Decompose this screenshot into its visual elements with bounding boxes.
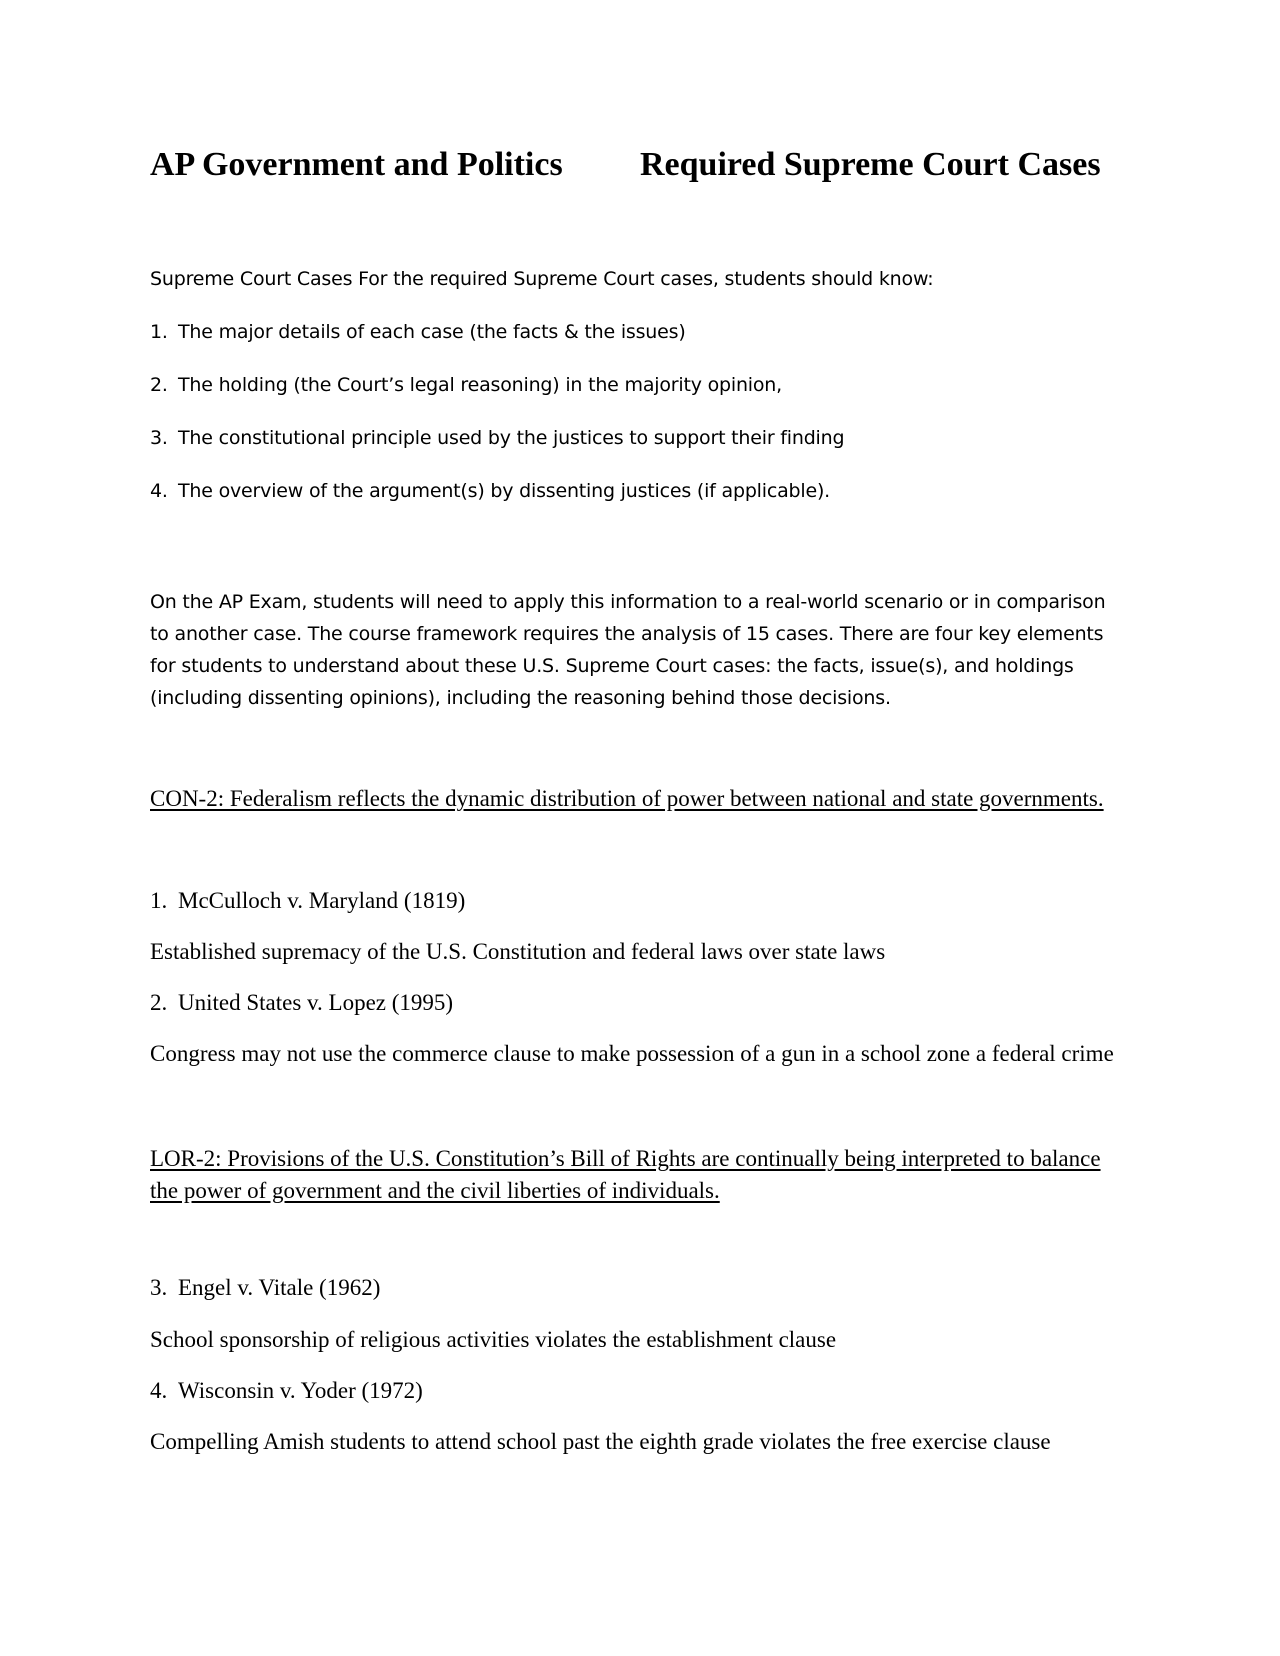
case-name: McCulloch v. Maryland (1819)	[178, 888, 466, 913]
page-title-left: AP Government and Politics	[150, 146, 563, 183]
case-summary: Compelling Amish students to attend school past the eighth grade violates the free exercise clause	[150, 1429, 1051, 1454]
case-name: Engel v. Vitale (1962)	[178, 1275, 381, 1300]
case-name: Wisconsin v. Yoder (1972)	[178, 1378, 423, 1403]
case-name: United States v. Lopez (1995)	[178, 990, 454, 1015]
intro-item-number: 1.	[150, 321, 168, 343]
intro-item-number: 4.	[150, 480, 168, 502]
case-number: 3.	[150, 1275, 168, 1300]
intro-item-number: 3.	[150, 427, 168, 449]
intro-item	[150, 321, 686, 343]
intro-lead: Supreme Court Cases For the required Supreme Court cases, students should know:	[150, 268, 934, 290]
intro-item-text: The constitutional principle used by the justices to support their finding	[178, 427, 845, 449]
case-title	[150, 1378, 423, 1404]
case-title	[150, 1275, 380, 1301]
case-summary: Congress may not use the commerce clause to make possession of a gun in a school zone a federal crime	[150, 1041, 1114, 1066]
intro-item	[150, 427, 844, 449]
case-number: 4.	[150, 1378, 168, 1403]
page-title-right: Required Supreme Court Cases	[640, 146, 1101, 183]
intro-item-text: The overview of the argument(s) by dissenting justices (if applicable).	[178, 480, 831, 502]
intro-item-text: The holding (the Court’s legal reasoning) in the majority opinion,	[178, 374, 782, 396]
intro-item	[150, 480, 830, 502]
intro-item	[150, 374, 782, 396]
case-title	[150, 990, 453, 1016]
case-number: 1.	[150, 888, 168, 913]
section-heading-con2: CON-2: Federalism reflects the dynamic distribution of power between national and state governments.	[150, 786, 1104, 811]
case-title	[150, 888, 465, 914]
section-heading-lor2: LOR-2: Provisions of the U.S. Constitution’s Bill of Rights are continually being interpreted to balance the power of government and the civil liberties of individuals.	[150, 1146, 1101, 1203]
case-summary: Established supremacy of the U.S. Constitution and federal laws over state laws	[150, 939, 886, 964]
intro-item-number: 2.	[150, 374, 168, 396]
case-number: 2.	[150, 990, 168, 1015]
case-summary: School sponsorship of religious activities violates the establishment clause	[150, 1327, 837, 1352]
intro-paragraph: On the AP Exam, students will need to apply this information to a real-world scenario or in comparison to another case. The course framework requires the analysis of 15 cases. There are four key elements for students to understand about these U.S. Supreme Court cases: the facts, issue(s), and holdings (including dissenting opinions), including the reasoning behind those decisions.	[150, 591, 1106, 709]
intro-item-text: The major details of each case (the facts & the issues)	[178, 321, 686, 343]
